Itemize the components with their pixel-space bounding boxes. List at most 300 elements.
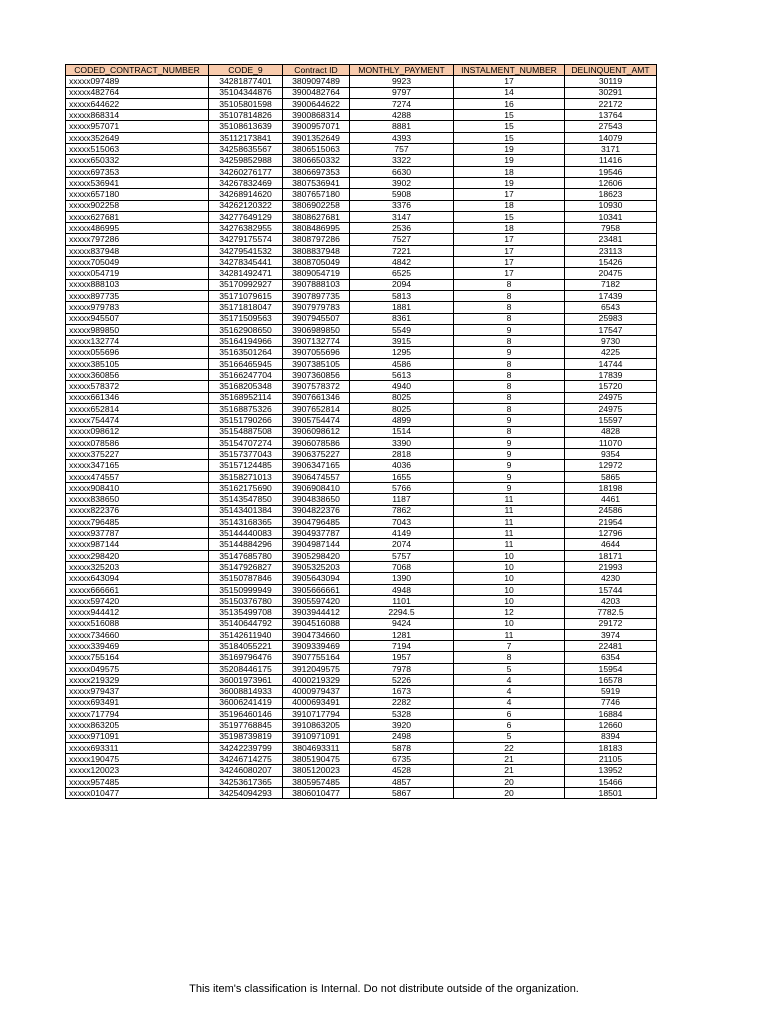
- monthly-payment-cell: 1295: [350, 347, 454, 358]
- delinquent-amt-cell: 3171: [565, 144, 657, 155]
- delinquent-amt-cell: 5865: [565, 471, 657, 482]
- instalment-number-cell: 10: [454, 584, 565, 595]
- coded-contract-number-cell: xxxxx863205: [66, 720, 209, 731]
- table-row: [66, 754, 657, 765]
- delinquent-amt-cell: 10930: [565, 200, 657, 211]
- code-9-cell: 35169796476: [209, 652, 283, 663]
- code-9-cell: 35151790266: [209, 415, 283, 426]
- monthly-payment-cell: 7194: [350, 641, 454, 652]
- coded-contract-number-cell: xxxxx796485: [66, 516, 209, 527]
- coded-contract-number-cell: xxxxx360856: [66, 370, 209, 381]
- delinquent-amt-cell: 22172: [565, 98, 657, 109]
- table-row: [66, 87, 657, 98]
- coded-contract-number-cell: xxxxx097489: [66, 76, 209, 87]
- table-row: [66, 641, 657, 652]
- instalment-number-cell: 4: [454, 697, 565, 708]
- table-row: [66, 528, 657, 539]
- delinquent-amt-cell: 12606: [565, 177, 657, 188]
- code-9-cell: 35104344876: [209, 87, 283, 98]
- monthly-payment-cell: 1957: [350, 652, 454, 663]
- contract-id-cell: 3808486995: [283, 223, 350, 234]
- table-row: [66, 257, 657, 268]
- col-header-contract-id: Contract ID: [283, 65, 350, 76]
- contract-id-cell: 3906078586: [283, 437, 350, 448]
- monthly-payment-cell: 4149: [350, 528, 454, 539]
- table-row: [66, 595, 657, 606]
- delinquent-amt-cell: 9354: [565, 449, 657, 460]
- contract-id-cell: 4000219329: [283, 675, 350, 686]
- code-9-cell: 35142611940: [209, 629, 283, 640]
- coded-contract-number-cell: xxxxx650332: [66, 155, 209, 166]
- table-row: [66, 652, 657, 663]
- coded-contract-number-cell: xxxxx643094: [66, 573, 209, 584]
- table-row: [66, 607, 657, 618]
- instalment-number-cell: 10: [454, 573, 565, 584]
- contract-id-cell: 3907945507: [283, 313, 350, 324]
- delinquent-amt-cell: 19546: [565, 166, 657, 177]
- instalment-number-cell: 11: [454, 516, 565, 527]
- instalment-number-cell: 18: [454, 200, 565, 211]
- coded-contract-number-cell: xxxxx652814: [66, 403, 209, 414]
- table-row: [66, 76, 657, 87]
- code-9-cell: 34262120322: [209, 200, 283, 211]
- code-9-cell: 34278345441: [209, 257, 283, 268]
- coded-contract-number-cell: xxxxx054719: [66, 268, 209, 279]
- coded-contract-number-cell: xxxxx945507: [66, 313, 209, 324]
- delinquent-amt-cell: 15466: [565, 776, 657, 787]
- monthly-payment-cell: 4842: [350, 257, 454, 268]
- contract-id-cell: 3905597420: [283, 595, 350, 606]
- contract-id-cell: 3809054719: [283, 268, 350, 279]
- contract-id-cell: 3807536941: [283, 177, 350, 188]
- coded-contract-number-cell: xxxxx482764: [66, 87, 209, 98]
- code-9-cell: 35105801598: [209, 98, 283, 109]
- monthly-payment-cell: 1281: [350, 629, 454, 640]
- contract-id-cell: 3905643094: [283, 573, 350, 584]
- contract-id-cell: 3804693311: [283, 742, 350, 753]
- instalment-number-cell: 20: [454, 788, 565, 799]
- monthly-payment-cell: 4940: [350, 381, 454, 392]
- coded-contract-number-cell: xxxxx661346: [66, 392, 209, 403]
- monthly-payment-cell: 9424: [350, 618, 454, 629]
- monthly-payment-cell: 4899: [350, 415, 454, 426]
- delinquent-amt-cell: 21993: [565, 562, 657, 573]
- instalment-number-cell: 22: [454, 742, 565, 753]
- classification-footer: This item's classification is Internal. Do not distribute outside of the organization.: [189, 983, 579, 995]
- col-header-monthly-payment: MONTHLY_PAYMENT: [350, 65, 454, 76]
- contract-id-cell: 3900644622: [283, 98, 350, 109]
- contract-id-cell: 3806515063: [283, 144, 350, 155]
- coded-contract-number-cell: xxxxx979437: [66, 686, 209, 697]
- code-9-cell: 35168205348: [209, 381, 283, 392]
- monthly-payment-cell: 2282: [350, 697, 454, 708]
- code-9-cell: 35162908650: [209, 324, 283, 335]
- code-9-cell: 34279175574: [209, 234, 283, 245]
- code-9-cell: 35198739819: [209, 731, 283, 742]
- delinquent-amt-cell: 6543: [565, 302, 657, 313]
- contract-id-cell: 3805957485: [283, 776, 350, 787]
- contract-id-cell: 3907755164: [283, 652, 350, 663]
- delinquent-amt-cell: 24975: [565, 392, 657, 403]
- monthly-payment-cell: 8025: [350, 392, 454, 403]
- instalment-number-cell: 19: [454, 177, 565, 188]
- coded-contract-number-cell: xxxxx347165: [66, 460, 209, 471]
- delinquent-amt-cell: 4225: [565, 347, 657, 358]
- coded-contract-number-cell: xxxxx474557: [66, 471, 209, 482]
- instalment-number-cell: 15: [454, 211, 565, 222]
- instalment-number-cell: 8: [454, 290, 565, 301]
- instalment-number-cell: 7: [454, 641, 565, 652]
- table-row: [66, 720, 657, 731]
- code-9-cell: 35208446175: [209, 663, 283, 674]
- delinquent-amt-cell: 23481: [565, 234, 657, 245]
- instalment-number-cell: 9: [454, 437, 565, 448]
- monthly-payment-cell: 4948: [350, 584, 454, 595]
- delinquent-amt-cell: 15426: [565, 257, 657, 268]
- monthly-payment-cell: 6630: [350, 166, 454, 177]
- contract-id-cell: 3910717794: [283, 708, 350, 719]
- code-9-cell: 35150999949: [209, 584, 283, 595]
- code-9-cell: 34242239799: [209, 742, 283, 753]
- monthly-payment-cell: 6525: [350, 268, 454, 279]
- col-header-instalment-number: INSTALMENT_NUMBER: [454, 65, 565, 76]
- contract-id-cell: 3806697353: [283, 166, 350, 177]
- monthly-payment-cell: 4393: [350, 132, 454, 143]
- contract-id-cell: 3909339469: [283, 641, 350, 652]
- coded-contract-number-cell: xxxxx010477: [66, 788, 209, 799]
- delinquent-amt-cell: 12972: [565, 460, 657, 471]
- delinquent-amt-cell: 15597: [565, 415, 657, 426]
- instalment-number-cell: 15: [454, 121, 565, 132]
- monthly-payment-cell: 8361: [350, 313, 454, 324]
- instalment-number-cell: 4: [454, 675, 565, 686]
- delinquent-amt-cell: 4230: [565, 573, 657, 584]
- coded-contract-number-cell: xxxxx298420: [66, 550, 209, 561]
- delinquent-amt-cell: 16578: [565, 675, 657, 686]
- contract-id-cell: 3900482764: [283, 87, 350, 98]
- monthly-payment-cell: 4528: [350, 765, 454, 776]
- instalment-number-cell: 8: [454, 302, 565, 313]
- delinquent-amt-cell: 25983: [565, 313, 657, 324]
- table-row: [66, 144, 657, 155]
- instalment-number-cell: 9: [454, 449, 565, 460]
- table-row: [66, 482, 657, 493]
- coded-contract-number-cell: xxxxx536941: [66, 177, 209, 188]
- monthly-payment-cell: 5813: [350, 290, 454, 301]
- contract-id-cell: 3900868314: [283, 110, 350, 121]
- table-row: [66, 234, 657, 245]
- delinquent-amt-cell: 18501: [565, 788, 657, 799]
- delinquent-amt-cell: 16884: [565, 708, 657, 719]
- monthly-payment-cell: 1514: [350, 426, 454, 437]
- delinquent-amt-cell: 7958: [565, 223, 657, 234]
- instalment-number-cell: 11: [454, 539, 565, 550]
- table-row: [66, 347, 657, 358]
- coded-contract-number-cell: xxxxx515063: [66, 144, 209, 155]
- table-row: [66, 471, 657, 482]
- delinquent-amt-cell: 12796: [565, 528, 657, 539]
- monthly-payment-cell: 5766: [350, 482, 454, 493]
- instalment-number-cell: 17: [454, 268, 565, 279]
- contract-id-cell: 3907132774: [283, 336, 350, 347]
- coded-contract-number-cell: xxxxx693311: [66, 742, 209, 753]
- contract-id-cell: 3906375227: [283, 449, 350, 460]
- contract-id-cell: 3907897735: [283, 290, 350, 301]
- coded-contract-number-cell: xxxxx375227: [66, 449, 209, 460]
- coded-contract-number-cell: xxxxx908410: [66, 482, 209, 493]
- contract-id-cell: 3808837948: [283, 245, 350, 256]
- instalment-number-cell: 9: [454, 347, 565, 358]
- table-row: [66, 200, 657, 211]
- delinquent-amt-cell: 30291: [565, 87, 657, 98]
- table-row: [66, 155, 657, 166]
- table-row: [66, 562, 657, 573]
- delinquent-amt-cell: 4461: [565, 494, 657, 505]
- monthly-payment-cell: 5757: [350, 550, 454, 561]
- instalment-number-cell: 9: [454, 471, 565, 482]
- table-row: [66, 708, 657, 719]
- table-row: [66, 223, 657, 234]
- table-row: [66, 166, 657, 177]
- instalment-number-cell: 8: [454, 652, 565, 663]
- code-9-cell: 34277649129: [209, 211, 283, 222]
- code-9-cell: 35197768845: [209, 720, 283, 731]
- monthly-payment-cell: 7978: [350, 663, 454, 674]
- instalment-number-cell: 17: [454, 245, 565, 256]
- coded-contract-number-cell: xxxxx734660: [66, 629, 209, 640]
- contract-id-cell: 3905325203: [283, 562, 350, 573]
- delinquent-amt-cell: 7182: [565, 279, 657, 290]
- delinquent-amt-cell: 21954: [565, 516, 657, 527]
- instalment-number-cell: 8: [454, 370, 565, 381]
- instalment-number-cell: 4: [454, 686, 565, 697]
- coded-contract-number-cell: xxxxx944412: [66, 607, 209, 618]
- code-9-cell: 35171079615: [209, 290, 283, 301]
- code-9-cell: 35147926827: [209, 562, 283, 573]
- monthly-payment-cell: 5908: [350, 189, 454, 200]
- delinquent-amt-cell: 8394: [565, 731, 657, 742]
- monthly-payment-cell: 1187: [350, 494, 454, 505]
- instalment-number-cell: 19: [454, 144, 565, 155]
- coded-contract-number-cell: xxxxx132774: [66, 336, 209, 347]
- table-row: [66, 403, 657, 414]
- contract-id-cell: 3907661346: [283, 392, 350, 403]
- table-row: [66, 629, 657, 640]
- delinquent-amt-cell: 13764: [565, 110, 657, 121]
- monthly-payment-cell: 5549: [350, 324, 454, 335]
- code-9-cell: 34258635567: [209, 144, 283, 155]
- monthly-payment-cell: 8881: [350, 121, 454, 132]
- delinquent-amt-cell: 18171: [565, 550, 657, 561]
- instalment-number-cell: 6: [454, 720, 565, 731]
- delinquent-amt-cell: 10341: [565, 211, 657, 222]
- delinquent-amt-cell: 17839: [565, 370, 657, 381]
- monthly-payment-cell: 5613: [350, 370, 454, 381]
- contract-id-cell: 3805120023: [283, 765, 350, 776]
- contract-id-cell: 3805190475: [283, 754, 350, 765]
- contract-id-cell: 3900957071: [283, 121, 350, 132]
- coded-contract-number-cell: xxxxx868314: [66, 110, 209, 121]
- coded-contract-number-cell: xxxxx979783: [66, 302, 209, 313]
- coded-contract-number-cell: xxxxx717794: [66, 708, 209, 719]
- contract-id-cell: 3907385105: [283, 358, 350, 369]
- delinquent-amt-cell: 4828: [565, 426, 657, 437]
- delinquent-amt-cell: 23113: [565, 245, 657, 256]
- table-row: [66, 573, 657, 584]
- code-9-cell: 35107814826: [209, 110, 283, 121]
- table-row: [66, 788, 657, 799]
- coded-contract-number-cell: xxxxx644622: [66, 98, 209, 109]
- monthly-payment-cell: 5867: [350, 788, 454, 799]
- instalment-number-cell: 19: [454, 155, 565, 166]
- code-9-cell: 34260276177: [209, 166, 283, 177]
- code-9-cell: 35196460146: [209, 708, 283, 719]
- delinquent-amt-cell: 11416: [565, 155, 657, 166]
- code-9-cell: 35171818047: [209, 302, 283, 313]
- instalment-number-cell: 14: [454, 87, 565, 98]
- instalment-number-cell: 8: [454, 403, 565, 414]
- monthly-payment-cell: 757: [350, 144, 454, 155]
- instalment-number-cell: 12: [454, 607, 565, 618]
- coded-contract-number-cell: xxxxx190475: [66, 754, 209, 765]
- instalment-number-cell: 10: [454, 618, 565, 629]
- delinquent-amt-cell: 4644: [565, 539, 657, 550]
- delinquent-amt-cell: 7746: [565, 697, 657, 708]
- monthly-payment-cell: 9923: [350, 76, 454, 87]
- coded-contract-number-cell: xxxxx971091: [66, 731, 209, 742]
- code-9-cell: 35154887508: [209, 426, 283, 437]
- monthly-payment-cell: 1655: [350, 471, 454, 482]
- monthly-payment-cell: 7527: [350, 234, 454, 245]
- monthly-payment-cell: 3920: [350, 720, 454, 731]
- table-row: [66, 494, 657, 505]
- monthly-payment-cell: 2074: [350, 539, 454, 550]
- table-body: [66, 76, 657, 799]
- table-row: [66, 675, 657, 686]
- code-9-cell: 34281492471: [209, 268, 283, 279]
- instalment-number-cell: 17: [454, 189, 565, 200]
- instalment-number-cell: 21: [454, 754, 565, 765]
- coded-contract-number-cell: xxxxx055696: [66, 347, 209, 358]
- table-row: [66, 381, 657, 392]
- coded-contract-number-cell: xxxxx120023: [66, 765, 209, 776]
- coded-contract-number-cell: xxxxx049575: [66, 663, 209, 674]
- coded-contract-number-cell: xxxxx697353: [66, 166, 209, 177]
- contract-id-cell: 3806902258: [283, 200, 350, 211]
- monthly-payment-cell: 6735: [350, 754, 454, 765]
- table-row: [66, 279, 657, 290]
- monthly-payment-cell: 1881: [350, 302, 454, 313]
- code-9-cell: 34246080207: [209, 765, 283, 776]
- coded-contract-number-cell: xxxxx957071: [66, 121, 209, 132]
- monthly-payment-cell: 4288: [350, 110, 454, 121]
- table-row: [66, 663, 657, 674]
- table-row: [66, 539, 657, 550]
- delinquent-amt-cell: 4203: [565, 595, 657, 606]
- table-row: [66, 618, 657, 629]
- delinquent-amt-cell: 13952: [565, 765, 657, 776]
- monthly-payment-cell: 5328: [350, 708, 454, 719]
- instalment-number-cell: 17: [454, 234, 565, 245]
- table-row: [66, 302, 657, 313]
- coded-contract-number-cell: xxxxx837948: [66, 245, 209, 256]
- table-row: [66, 437, 657, 448]
- coded-contract-number-cell: xxxxx578372: [66, 381, 209, 392]
- delinquent-amt-cell: 18183: [565, 742, 657, 753]
- code-9-cell: 35112173841: [209, 132, 283, 143]
- monthly-payment-cell: 3902: [350, 177, 454, 188]
- code-9-cell: 36001973961: [209, 675, 283, 686]
- instalment-number-cell: 11: [454, 494, 565, 505]
- contract-id-cell: 3907888103: [283, 279, 350, 290]
- delinquent-amt-cell: 12660: [565, 720, 657, 731]
- table-row: [66, 324, 657, 335]
- monthly-payment-cell: 3915: [350, 336, 454, 347]
- code-9-cell: 35140644792: [209, 618, 283, 629]
- instalment-number-cell: 11: [454, 505, 565, 516]
- table-row: [66, 449, 657, 460]
- contract-id-cell: 3901352649: [283, 132, 350, 143]
- delinquent-amt-cell: 14079: [565, 132, 657, 143]
- contract-id-cell: 3904796485: [283, 516, 350, 527]
- header-row: [66, 65, 657, 76]
- delinquent-amt-cell: 21105: [565, 754, 657, 765]
- instalment-number-cell: 6: [454, 708, 565, 719]
- monthly-payment-cell: 5226: [350, 675, 454, 686]
- instalment-number-cell: 15: [454, 110, 565, 121]
- delinquent-amt-cell: 24975: [565, 403, 657, 414]
- monthly-payment-cell: 7274: [350, 98, 454, 109]
- monthly-payment-cell: 2818: [350, 449, 454, 460]
- instalment-number-cell: 9: [454, 415, 565, 426]
- contract-id-cell: 3907055696: [283, 347, 350, 358]
- contract-id-cell: 3912049575: [283, 663, 350, 674]
- monthly-payment-cell: 3390: [350, 437, 454, 448]
- coded-contract-number-cell: xxxxx987144: [66, 539, 209, 550]
- instalment-number-cell: 18: [454, 223, 565, 234]
- delinquent-amt-cell: 29172: [565, 618, 657, 629]
- coded-contract-number-cell: xxxxx755164: [66, 652, 209, 663]
- table-row: [66, 110, 657, 121]
- code-9-cell: 35157124485: [209, 460, 283, 471]
- coded-contract-number-cell: xxxxx339469: [66, 641, 209, 652]
- code-9-cell: 35170992927: [209, 279, 283, 290]
- contract-id-cell: 3806010477: [283, 788, 350, 799]
- code-9-cell: 35143168365: [209, 516, 283, 527]
- delinquent-amt-cell: 22481: [565, 641, 657, 652]
- contract-id-cell: 3904838650: [283, 494, 350, 505]
- code-9-cell: 35135499708: [209, 607, 283, 618]
- contract-id-cell: 3904822376: [283, 505, 350, 516]
- code-9-cell: 35108613639: [209, 121, 283, 132]
- contract-id-cell: 3905298420: [283, 550, 350, 561]
- delinquent-amt-cell: 18198: [565, 482, 657, 493]
- code-9-cell: 35166247704: [209, 370, 283, 381]
- coded-contract-number-cell: xxxxx897735: [66, 290, 209, 301]
- contract-id-cell: 3903944412: [283, 607, 350, 618]
- table-row: [66, 686, 657, 697]
- table-row: [66, 765, 657, 776]
- code-9-cell: 35144440083: [209, 528, 283, 539]
- contract-id-cell: 3904987144: [283, 539, 350, 550]
- contract-id-cell: 3904734660: [283, 629, 350, 640]
- monthly-payment-cell: 4036: [350, 460, 454, 471]
- monthly-payment-cell: 1101: [350, 595, 454, 606]
- monthly-payment-cell: 7043: [350, 516, 454, 527]
- code-9-cell: 35166465945: [209, 358, 283, 369]
- contract-id-cell: 3910863205: [283, 720, 350, 731]
- monthly-payment-cell: 9797: [350, 87, 454, 98]
